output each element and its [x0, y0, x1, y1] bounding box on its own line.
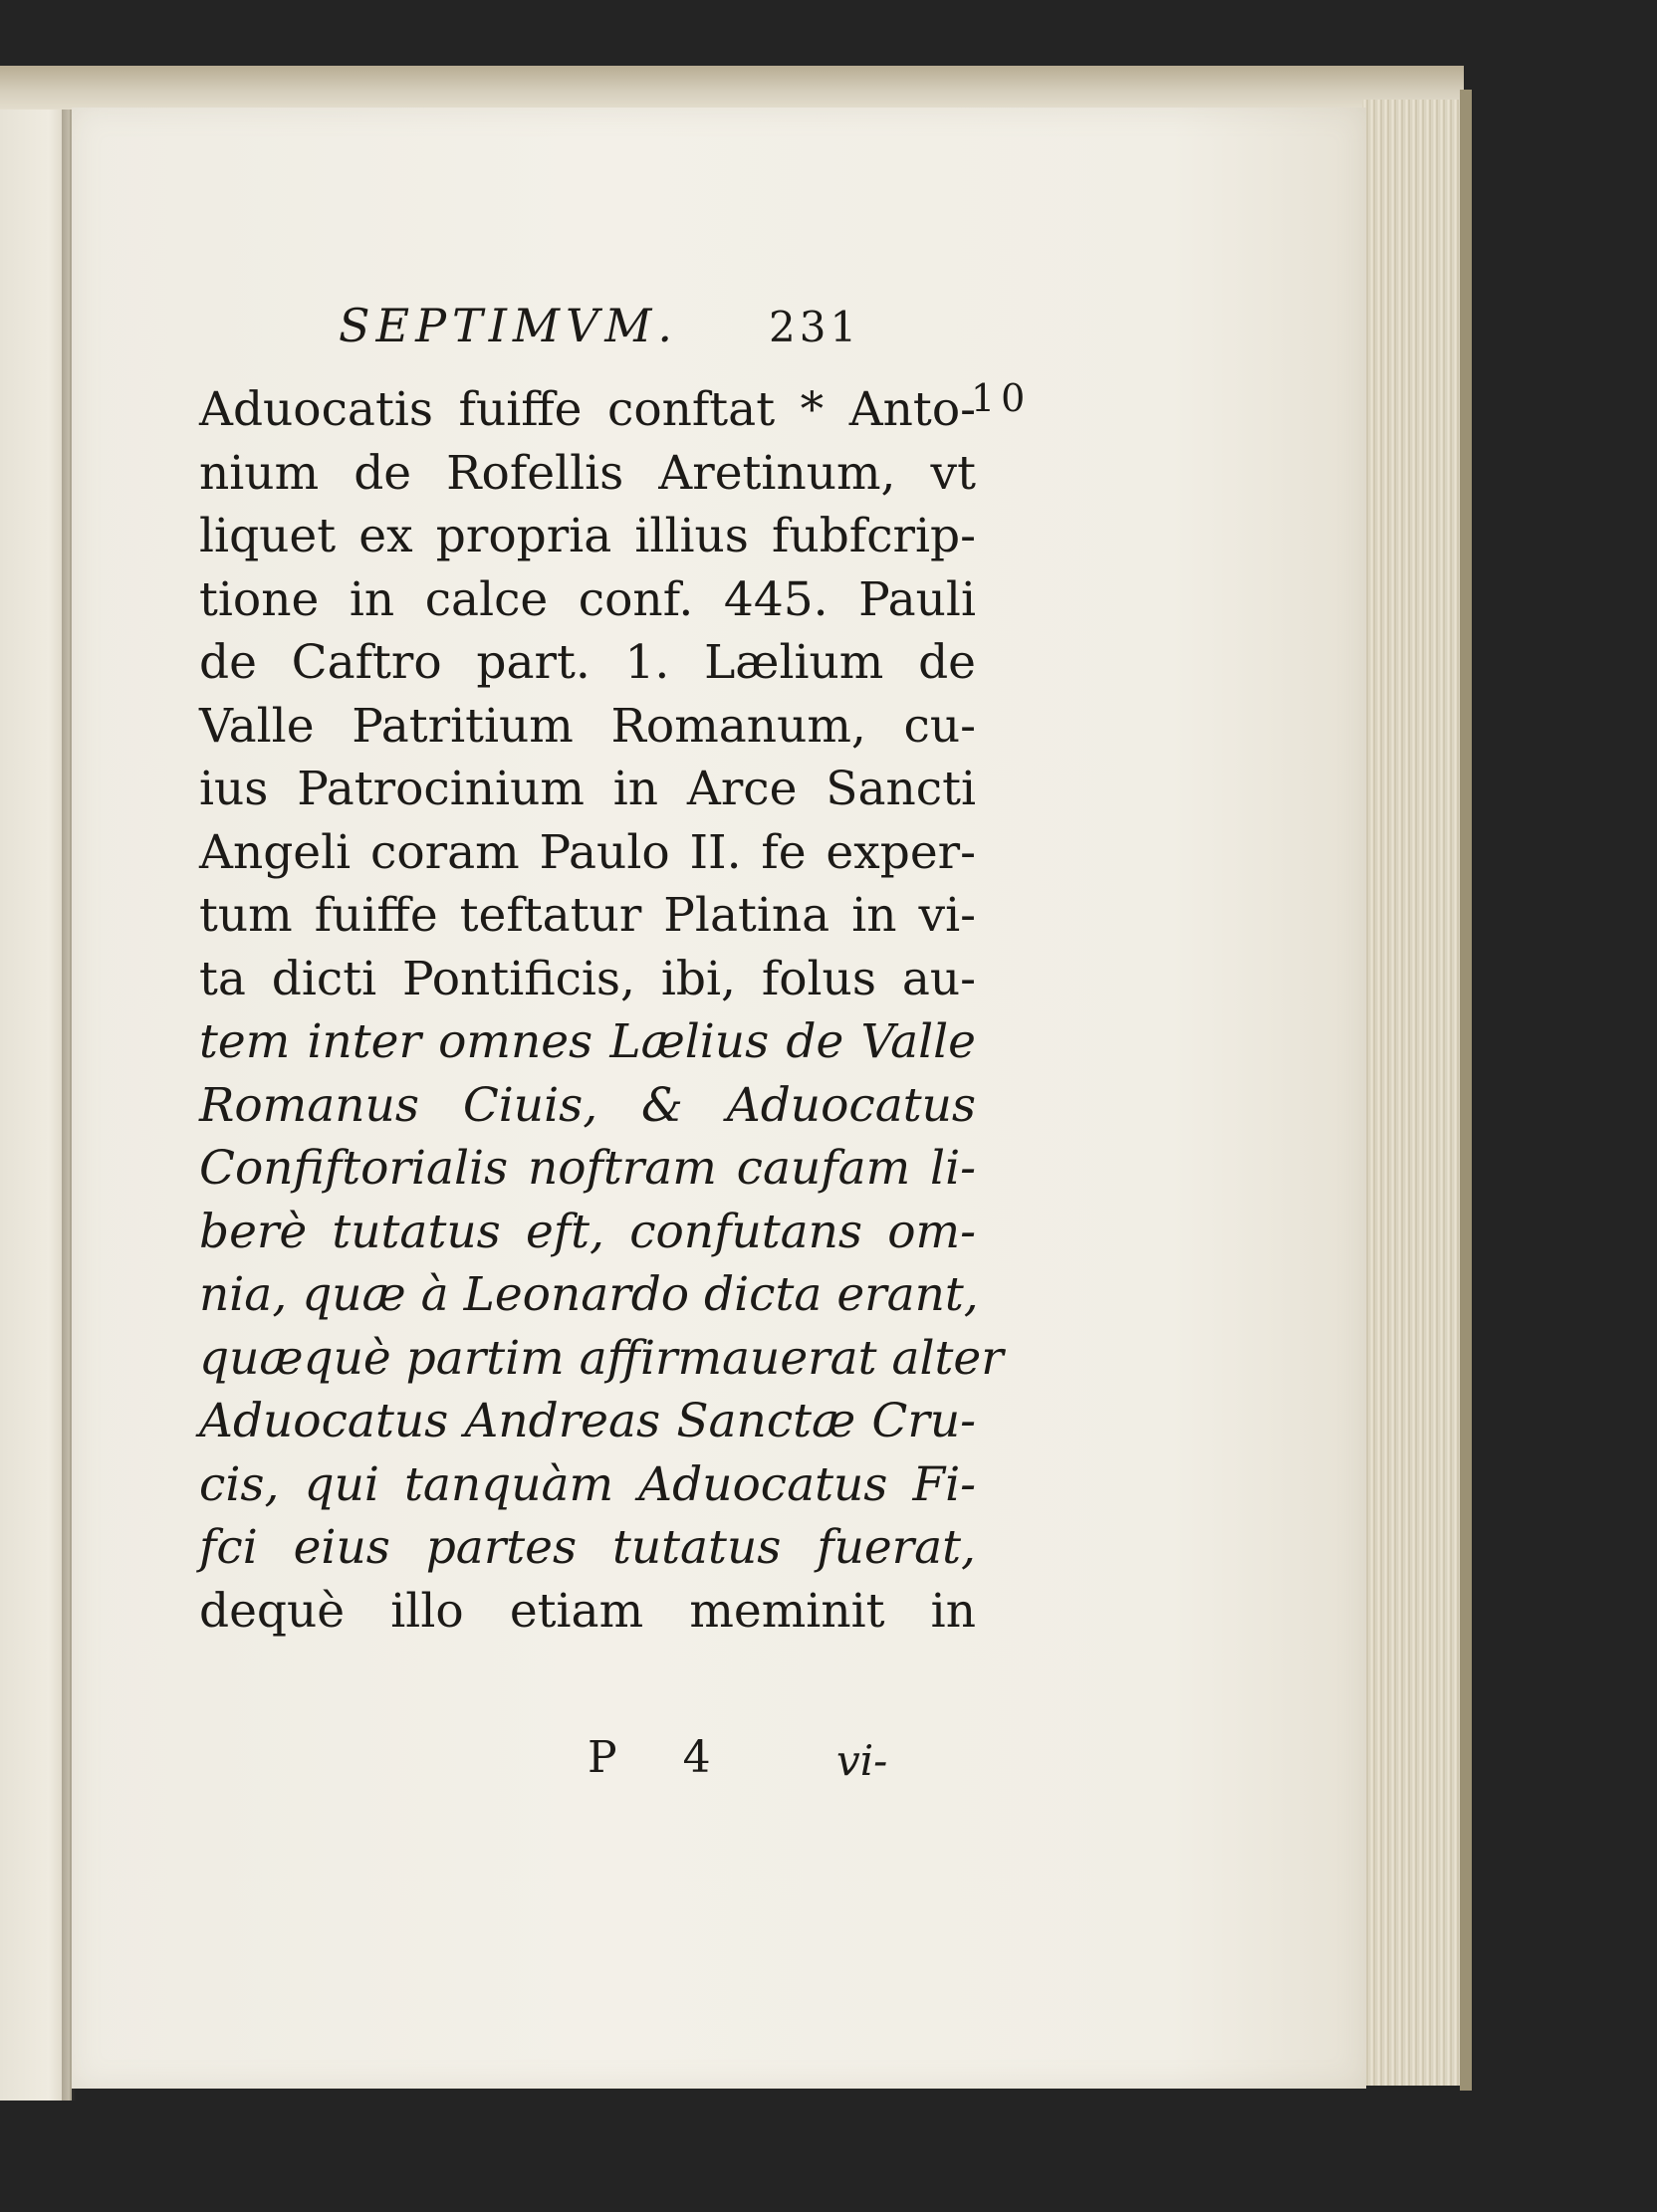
- text-line: Aduocatus Andreas Sanctæ Cru-: [199, 1394, 976, 1448]
- text-line: tum fuiffe teftatur Platina in vi-: [199, 888, 976, 943]
- running-head: [199, 299, 976, 378]
- page-block-edges: [1362, 100, 1464, 2086]
- text-line: ta dicti Pontificis, ibi, folus au-: [199, 951, 976, 1006]
- signature-mark: P 4: [588, 1732, 737, 1783]
- text-line: dequè illo etiam meminit in: [199, 1583, 976, 1639]
- text-line: quæquè partim affirmauerat alter: [199, 1330, 1004, 1386]
- text-line: ius Patrocinium in Arce Sancti: [199, 762, 976, 816]
- text-line: fci eius partes tutatus fuerat,: [199, 1520, 976, 1575]
- text-line: tione in calce conf. 445. Pauli: [199, 571, 976, 627]
- text-line: tem inter omnes Lælius de Valle: [199, 1014, 976, 1069]
- text-line: nium de Rofellis Aretinum, vt: [199, 445, 976, 501]
- text-line: Angeli coram Paulo II. fe exper-: [199, 824, 976, 880]
- text-line: cis, qui tanquàm Aduocatus Fi-: [199, 1456, 976, 1512]
- page-number: 231: [769, 303, 861, 351]
- running-title: SEPTIMVM.: [339, 299, 678, 352]
- cover-edge: [1460, 90, 1472, 2091]
- text-line: berè tutatus eft, confutans om-: [199, 1204, 976, 1259]
- text-line: nia, quæ à Leonardo dicta erant,: [199, 1267, 979, 1322]
- text-line: Aduocatis fuiffe conftat * Anto-: [199, 382, 976, 437]
- text-line: Confiftorialis noftram caufam li-: [199, 1141, 976, 1196]
- binding-top-edge: [0, 66, 1464, 110]
- text-line: Valle Patritium Romanum, cu-: [199, 698, 976, 754]
- catchword: vi-: [836, 1736, 888, 1785]
- text-line: Romanus Ciuis, & Aduocatus: [199, 1077, 976, 1133]
- text-line: de Caftro part. 1. Lælium de: [199, 635, 976, 690]
- margin-line-number: 10: [971, 376, 1032, 420]
- text-line: liquet ex propria illius fubfcrip-: [199, 509, 976, 563]
- page-footer: [588, 1732, 966, 1792]
